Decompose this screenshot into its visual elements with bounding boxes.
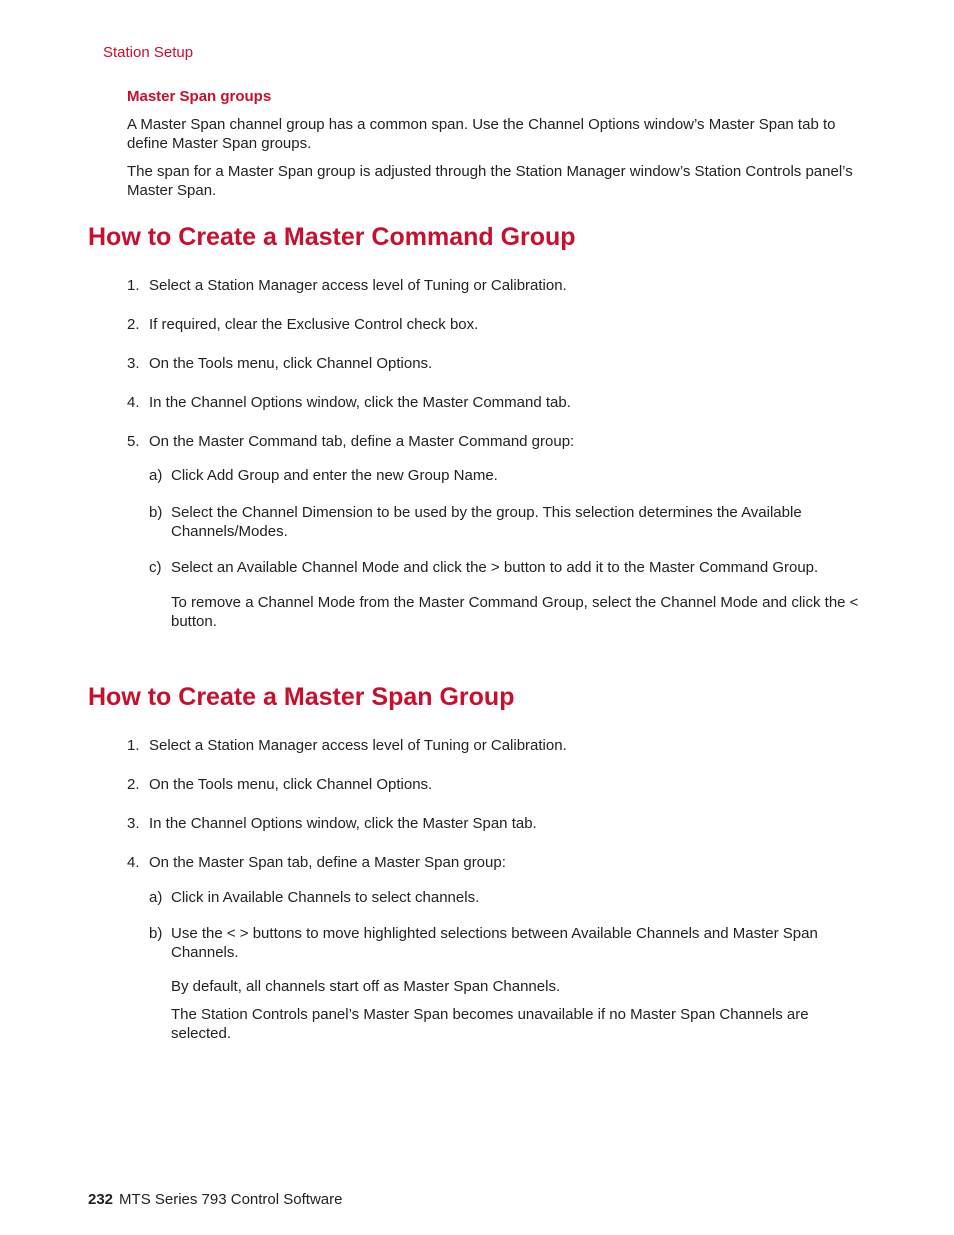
substep-text: Select the Channel Dimension to be used by the group. This selection determines the Available Channels/Modes. [171,504,802,540]
paragraph: The span for a Master Span group is adjusted through the Station Manager window’s Station Controls panel’s Master Span. [127,163,853,199]
substep [149,466,871,485]
page-number: 232 [88,1191,114,1208]
product-name: MTS Series 793 Control Software [119,1191,343,1208]
step [127,853,872,872]
step [127,775,872,794]
step-number: 2. [127,316,140,333]
step-number: 2. [127,776,140,793]
step [127,814,872,833]
note: The Station Controls panel’s Master Span becomes unavailable if no Master Span Channels are selected. [171,1006,809,1042]
substep [149,503,871,541]
step-text: On the Tools menu, click Channel Options. [149,776,433,793]
step-text: In the Channel Options window, click the Master Span tab. [149,815,537,832]
step-number: 4. [127,854,140,871]
step [127,432,872,451]
substep-label: b) [149,504,163,521]
substep-text: Click Add Group and enter the new Group Name. [171,467,498,484]
substep [149,558,871,577]
step-number: 3. [127,815,140,832]
section-title-command-group: How to Create a Master Command Group [88,223,576,251]
substep-label: a) [149,467,163,484]
step [127,736,872,755]
step-text: If required, clear the Exclusive Control check box. [149,316,479,333]
master-span-groups-heading: Master Span groups [127,88,272,105]
step-number: 1. [127,277,140,294]
running-head: Station Setup [103,44,194,61]
step-text: On the Master Span tab, define a Master Span group: [149,854,506,871]
step-text: On the Master Command tab, define a Master Command group: [149,433,575,450]
section-title-span-group: How to Create a Master Span Group [88,683,515,711]
substep-text: Use the < > buttons to move highlighted selections between Available Channels and Master Span Channels. [171,925,818,961]
substep-label: c) [149,559,162,576]
step-number: 1. [127,737,140,754]
step [127,276,872,295]
substep [149,924,871,962]
note: By default, all channels start off as Master Span Channels. [171,978,561,995]
step-number: 3. [127,355,140,372]
substep-label: b) [149,925,163,942]
note: To remove a Channel Mode from the Master Command Group, select the Channel Mode and click the < button. [171,594,859,630]
step-text: In the Channel Options window, click the Master Command tab. [149,394,571,411]
page-footer [88,1190,342,1209]
substep-text: Select an Available Channel Mode and click the > button to add it to the Master Command Group. [171,559,819,576]
substep-label: a) [149,889,163,906]
step-text: Select a Station Manager access level of Tuning or Calibration. [149,737,567,754]
step [127,354,872,373]
substep-text: Click in Available Channels to select channels. [171,889,480,906]
substep [149,888,871,907]
step-text: Select a Station Manager access level of Tuning or Calibration. [149,277,567,294]
step [127,315,872,334]
step-number: 5. [127,433,140,450]
step [127,393,872,412]
step-number: 4. [127,394,140,411]
step-text: On the Tools menu, click Channel Options. [149,355,433,372]
paragraph: A Master Span channel group has a common span. Use the Channel Options window’s Master Span tab to define Master Span groups. [127,116,836,152]
